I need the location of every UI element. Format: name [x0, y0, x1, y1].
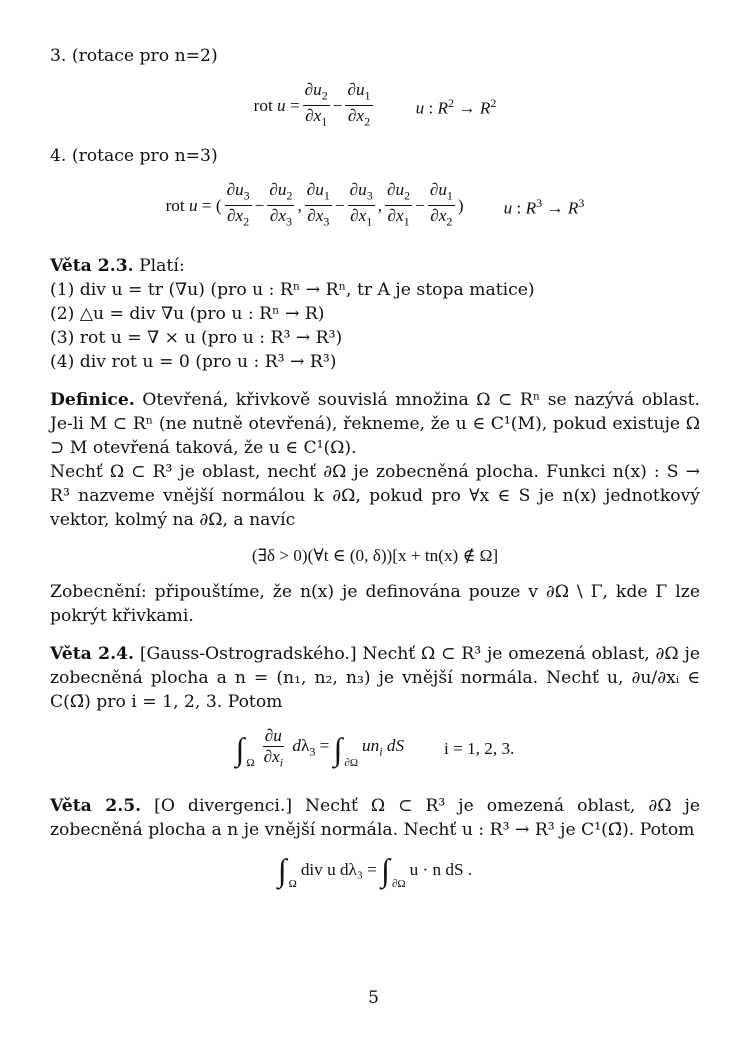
veta23-intro: Platí: [139, 255, 185, 276]
veta25 [50, 794, 700, 842]
fraction: $\frac{\partial u_2}{\partial x_1}$ [304, 80, 328, 129]
integral-sign: ∫ [333, 730, 343, 767]
fraction: $\frac{\partial u}{\partial x_i}$ [263, 725, 284, 770]
veta23-line-4: (4) div rot u = 0 (pro u : R³ → R³) [50, 351, 337, 372]
veta25-rhs: u · n dS . [409, 860, 473, 880]
fraction: $\frac{\partial u_3}{\partial x_2}$ [226, 179, 250, 229]
page-number: 5 [368, 988, 379, 1008]
integral-sign: ∫ [381, 852, 390, 889]
definice-heading: Definice. [50, 389, 135, 410]
item4-label: 4. (rotace pro n=3) [50, 145, 218, 166]
definice-par1 [50, 388, 700, 460]
definice-par3: Zobecnění: připouštíme, že n(x) je definována pouze v ∂Ω \ Γ, kde Γ lze pokrýt křivkami. [50, 581, 700, 626]
veta24 [50, 642, 700, 714]
fraction: $\frac{\partial u_1}{\partial x_3}$ [306, 179, 330, 229]
integral-sign: ∫ [235, 730, 245, 767]
veta25-lhs: div u dλ₃ = [300, 860, 377, 880]
definice-display: (∃δ > 0)(∀t ∈ (0, δ))[x + tn(x) ∉ Ω] [251, 545, 499, 565]
item4-formula: rot u = ( $\frac{\partial u_3}{\partial x_2}$ − $\frac{\partial u_2}{\partial x_3}$ , $\frac{\partial u_1}{\partial x_3}$ − $\frac{\partial u_3}{\partial x_1}$ , $\frac{\partial u_2}{\partial x_1}$ − $\frac{\partial u_1}{\partial x_2}$ ) u : $R^3 \to R^3$ [50, 180, 700, 232]
veta25-display: ∫ Ω div u dλ₃ = ∫ ∂Ω u · n dS . [277, 852, 473, 891]
veta24-rhs: $un_i$ dS [362, 736, 405, 759]
veta23-heading: Věta 2.3. [50, 255, 134, 276]
fraction: $\frac{\partial u_2}{\partial x_3}$ [269, 179, 293, 229]
item3-lhs: rot u = [253, 95, 300, 115]
veta23-line-1: (1) div u = tr (∇u) (pro u : Rⁿ → Rⁿ, tr A je stopa matice) [50, 279, 535, 300]
fraction: $\frac{\partial u_1}{\partial x_2}$ [429, 179, 453, 229]
item3-formula: rot u = $\frac{\partial u_2}{\partial x_1}$ − $\frac{\partial u_1}{\partial x_2}$ u : $R^2 \to R^2$ [50, 80, 700, 132]
veta24-heading: Věta 2.4. [50, 643, 134, 664]
fraction: $\frac{\partial u_3}{\partial x_1}$ [349, 179, 373, 229]
page-content [50, 44, 700, 898]
veta23-line-3: (3) rot u = ∇ × u (pro u : R³ → R³) [50, 327, 343, 348]
fraction: $\frac{\partial u_2}{\partial x_1}$ [387, 179, 411, 229]
veta25-heading: Věta 2.5. [50, 796, 142, 817]
definice-par2: Nechť Ω ⊂ R³ je oblast, nechť ∂Ω je zobecněná plocha. Funkci n(x) : S → R³ nazveme vnější normálou k ∂Ω, pokud pro ∀x ∈ S je n(x) jednotkový vektor, kolmý na ∂Ω, a navíc [50, 461, 700, 530]
item3-map: u : $R^2 \to R^2$ [415, 96, 497, 118]
fraction: $\frac{\partial u_1}{\partial x_2}$ [347, 80, 371, 129]
definice-text1: Otevřená, křivkově souvislá množina Ω ⊂ Rⁿ se nazývá oblast. Je-li M ⊂ Rⁿ (ne nutně otevřená), řekneme, že u ∈ C¹(M), pokud existuje Ω ⊃ M otevřená taková, že u ∈ C¹(Ω). [50, 389, 700, 458]
veta23-line-2: (2) △u = div ∇u (pro u : Rⁿ → R) [50, 303, 325, 324]
integral-sign: ∫ [277, 852, 287, 889]
veta24-text: [Gauss-Ostrogradského.] Nechť Ω ⊂ R³ je omezená oblast, ∂Ω je zobecněná plocha a n = (n₁, n₂, n₃) je vnější normála. Nechť u, ∂u/∂xᵢ ∈ C(Ω̄) pro i = 1, 2, 3. Potom [50, 643, 701, 712]
item3-label: 3. (rotace pro n=2) [50, 46, 218, 66]
veta25-text: [O divergenci.] Nechť Ω ⊂ R³ je omezená oblast, ∂Ω je zobecněná plocha a n je vnější normála. Nechť u : R³ → R³ je C¹(Ω̄). Potom [50, 796, 700, 841]
veta24-range: i = 1, 2, 3. [444, 738, 515, 758]
veta23 [50, 254, 700, 278]
veta24-display: ∫ Ω $\frac{\partial u}{\partial x_i}$ $d\lambda_3$ = ∫ ∂Ω $un_i$ dS i = 1, 2, 3. [50, 726, 700, 772]
